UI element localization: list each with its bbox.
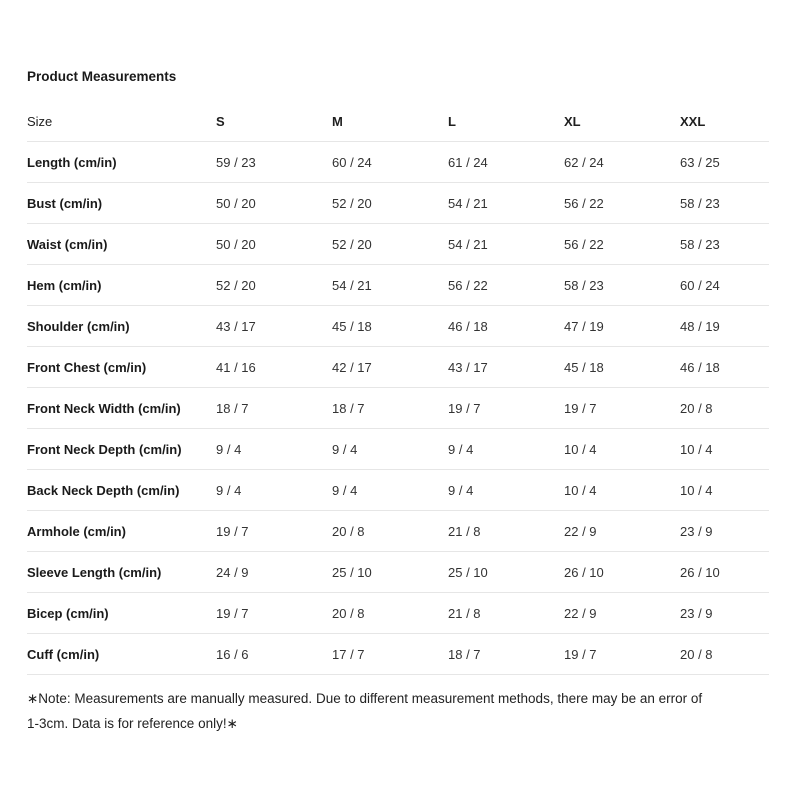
cell-size-l: 61 / 24: [448, 142, 564, 183]
cell-size-l: 18 / 7: [448, 634, 564, 675]
cell-size-m: 17 / 7: [332, 634, 448, 675]
cell-size-xxl: 10 / 4: [680, 429, 769, 470]
cell-size-m: 60 / 24: [332, 142, 448, 183]
cell-size-s: 24 / 9: [216, 552, 332, 593]
size-chart-table: [27, 102, 769, 675]
cell-size-l: 21 / 8: [448, 593, 564, 634]
cell-size-s: 50 / 20: [216, 224, 332, 265]
row-label: Front Neck Depth (cm/in): [27, 429, 216, 470]
table-row: [27, 634, 769, 675]
row-label: Shoulder (cm/in): [27, 306, 216, 347]
cell-size-m: 20 / 8: [332, 593, 448, 634]
cell-size-m: 18 / 7: [332, 388, 448, 429]
cell-size-s: 18 / 7: [216, 388, 332, 429]
cell-size-xxl: 63 / 25: [680, 142, 769, 183]
cell-size-m: 54 / 21: [332, 265, 448, 306]
row-label: Front Chest (cm/in): [27, 347, 216, 388]
row-label: Bust (cm/in): [27, 183, 216, 224]
cell-size-xl: 26 / 10: [564, 552, 680, 593]
row-label: Length (cm/in): [27, 142, 216, 183]
row-label: Bicep (cm/in): [27, 593, 216, 634]
table-row: [27, 142, 769, 183]
cell-size-m: 9 / 4: [332, 429, 448, 470]
table-row: [27, 183, 769, 224]
table-row: [27, 511, 769, 552]
cell-size-s: 43 / 17: [216, 306, 332, 347]
cell-size-xl: 22 / 9: [564, 593, 680, 634]
cell-size-s: 19 / 7: [216, 511, 332, 552]
cell-size-xxl: 58 / 23: [680, 183, 769, 224]
cell-size-s: 50 / 20: [216, 183, 332, 224]
table-row: [27, 306, 769, 347]
cell-size-m: 52 / 20: [332, 224, 448, 265]
cell-size-l: 19 / 7: [448, 388, 564, 429]
cell-size-s: 16 / 6: [216, 634, 332, 675]
header-size-xl: XL: [564, 102, 680, 142]
cell-size-xxl: 20 / 8: [680, 388, 769, 429]
cell-size-m: 20 / 8: [332, 511, 448, 552]
table-row: [27, 388, 769, 429]
cell-size-xl: 10 / 4: [564, 429, 680, 470]
table-body: [27, 142, 769, 675]
row-label: Waist (cm/in): [27, 224, 216, 265]
cell-size-s: 19 / 7: [216, 593, 332, 634]
cell-size-xl: 19 / 7: [564, 388, 680, 429]
header-size-label: Size: [27, 102, 216, 142]
table-row: [27, 265, 769, 306]
cell-size-l: 46 / 18: [448, 306, 564, 347]
row-label: Back Neck Depth (cm/in): [27, 470, 216, 511]
header-size-l: L: [448, 102, 564, 142]
cell-size-xl: 62 / 24: [564, 142, 680, 183]
cell-size-m: 52 / 20: [332, 183, 448, 224]
page-title: Product Measurements: [27, 69, 177, 84]
row-label: Armhole (cm/in): [27, 511, 216, 552]
cell-size-xxl: 23 / 9: [680, 593, 769, 634]
cell-size-l: 25 / 10: [448, 552, 564, 593]
cell-size-s: 9 / 4: [216, 429, 332, 470]
row-label: Front Neck Width (cm/in): [27, 388, 216, 429]
cell-size-xl: 19 / 7: [564, 634, 680, 675]
cell-size-xxl: 10 / 4: [680, 470, 769, 511]
cell-size-l: 54 / 21: [448, 183, 564, 224]
cell-size-m: 42 / 17: [332, 347, 448, 388]
cell-size-xxl: 26 / 10: [680, 552, 769, 593]
cell-size-l: 43 / 17: [448, 347, 564, 388]
cell-size-m: 9 / 4: [332, 470, 448, 511]
table-row: [27, 347, 769, 388]
table-row: [27, 429, 769, 470]
table-row: [27, 552, 769, 593]
cell-size-s: 52 / 20: [216, 265, 332, 306]
table-row: [27, 224, 769, 265]
measurement-note: ∗Note: Measurements are manually measured. Due to different measurement methods, there may be an error of 1-3cm. Data is for reference only!∗: [27, 691, 703, 731]
header-size-xxl: XXL: [680, 102, 769, 142]
cell-size-xl: 45 / 18: [564, 347, 680, 388]
cell-size-xxl: 48 / 19: [680, 306, 769, 347]
header-row: [27, 102, 769, 142]
cell-size-s: 9 / 4: [216, 470, 332, 511]
cell-size-l: 54 / 21: [448, 224, 564, 265]
measurements-panel: [27, 66, 769, 736]
cell-size-m: 25 / 10: [332, 552, 448, 593]
row-label: Sleeve Length (cm/in): [27, 552, 216, 593]
row-label: Cuff (cm/in): [27, 634, 216, 675]
cell-size-l: 56 / 22: [448, 265, 564, 306]
cell-size-xl: 56 / 22: [564, 224, 680, 265]
cell-size-xxl: 58 / 23: [680, 224, 769, 265]
header-size-m: M: [332, 102, 448, 142]
cell-size-xxl: 23 / 9: [680, 511, 769, 552]
cell-size-s: 41 / 16: [216, 347, 332, 388]
cell-size-xl: 58 / 23: [564, 265, 680, 306]
cell-size-m: 45 / 18: [332, 306, 448, 347]
header-size-s: S: [216, 102, 332, 142]
cell-size-s: 59 / 23: [216, 142, 332, 183]
row-label: Hem (cm/in): [27, 265, 216, 306]
cell-size-xl: 56 / 22: [564, 183, 680, 224]
table-row: [27, 593, 769, 634]
cell-size-xl: 10 / 4: [564, 470, 680, 511]
cell-size-xxl: 20 / 8: [680, 634, 769, 675]
cell-size-xl: 47 / 19: [564, 306, 680, 347]
cell-size-l: 9 / 4: [448, 429, 564, 470]
cell-size-l: 21 / 8: [448, 511, 564, 552]
cell-size-l: 9 / 4: [448, 470, 564, 511]
table-row: [27, 470, 769, 511]
cell-size-xl: 22 / 9: [564, 511, 680, 552]
cell-size-xxl: 46 / 18: [680, 347, 769, 388]
cell-size-xxl: 60 / 24: [680, 265, 769, 306]
